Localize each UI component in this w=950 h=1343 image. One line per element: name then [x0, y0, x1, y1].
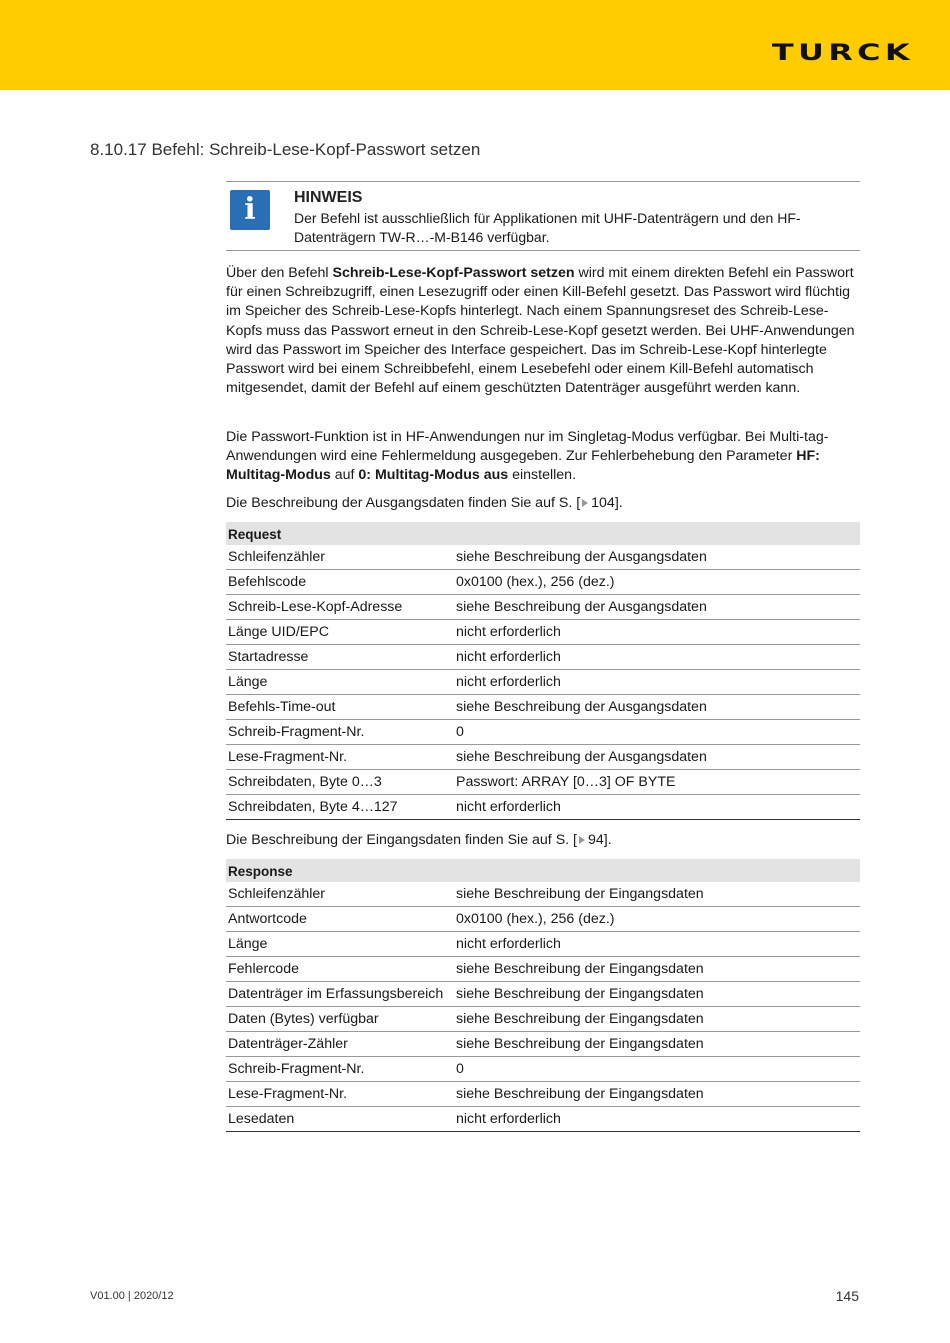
table-row [226, 982, 860, 1007]
table-row [226, 1107, 860, 1132]
table-row [226, 570, 860, 595]
table-row [226, 907, 860, 932]
value-cell: nicht erforderlich [454, 932, 860, 957]
section-title: 8.10.17 Befehl: Schreib-Lese-Kopf-Passwort setzen [90, 140, 481, 159]
input-data-reference: Die Beschreibung der Eingangsdaten finden Sie auf S. [ 94]. [226, 832, 612, 848]
page-number: 145 [835, 1288, 859, 1304]
value-cell: siehe Beschreibung der Ausgangsdaten [454, 595, 860, 620]
output-data-reference: Die Beschreibung der Ausgangsdaten finden Sie auf S. [ 104]. [226, 495, 623, 511]
table-row [226, 795, 860, 820]
response-table [226, 859, 860, 1132]
value-cell: siehe Beschreibung der Eingangsdaten [454, 882, 860, 907]
table-row [226, 1082, 860, 1107]
parameter-cell: Antwortcode [226, 907, 454, 932]
value-cell: nicht erforderlich [454, 620, 860, 645]
parameter-cell: Länge [226, 932, 454, 957]
parameter-cell: Befehls-Time-out [226, 695, 454, 720]
value-cell: siehe Beschreibung der Eingangsdaten [454, 1082, 860, 1107]
parameter-cell: Länge UID/EPC [226, 620, 454, 645]
value-cell: nicht erforderlich [454, 1107, 860, 1132]
parameter-cell: Befehlscode [226, 570, 454, 595]
page-ref-link[interactable]: 94 [587, 832, 604, 848]
table-row [226, 1007, 860, 1032]
response-table-header: Response [226, 859, 860, 882]
request-table [226, 522, 860, 820]
page-ref-link[interactable]: 104 [591, 495, 615, 511]
parameter-cell: Lese-Fragment-Nr. [226, 1082, 454, 1107]
parameter-cell: Lesedaten [226, 1107, 454, 1132]
footer-version: V01.00 | 2020/12 [90, 1290, 174, 1302]
value-cell: 0x0100 (hex.), 256 (dez.) [454, 907, 860, 932]
value-cell: nicht erforderlich [454, 645, 860, 670]
value-cell: siehe Beschreibung der Ausgangsdaten [454, 745, 860, 770]
table-row [226, 695, 860, 720]
table-row [226, 1032, 860, 1057]
value-cell: Passwort: ARRAY [0…3] OF BYTE [454, 770, 860, 795]
intro-paragraph: Über den Befehl Schreib-Lese-Kopf-Passwort setzen wird mit einem direkten Befehl ein Passwort für einen Schreibzugriff, einen Lesezugriff oder einen Kill-Befehl gesetzt. Das Passwort wird flüchtig im Speicher des Schreib-Lese-Kopfs hinterlegt. Nach einem Spannungsreset des Schreib-Lese-Kopfs muss das Passwort erneut in den Schreib-Lese-Kopf gesetzt werden. Bei UHF-Anwendungen wird das Passwort im Speicher des Interface gespeichert. Das im Schreib-Lese-Kopf hinterlegte Passwort wird bei einem Schreibbefehl, einem Lesebefehl oder einem Kill-Befehl automatisch mitgesendet, damit der Befehl auf einem geschützten Datenträger ausgeführt werden kann. [226, 265, 855, 397]
parameter-cell: Schreib-Lese-Kopf-Adresse [226, 595, 454, 620]
value-cell: nicht erforderlich [454, 795, 860, 820]
table-row [226, 670, 860, 695]
parameter-cell: Datenträger im Erfassungsbereich [226, 982, 454, 1007]
value-cell: siehe Beschreibung der Ausgangsdaten [454, 545, 860, 570]
parameter-cell: Länge [226, 670, 454, 695]
value-cell: 0 [454, 720, 860, 745]
page-ref-arrow-icon [579, 836, 585, 844]
page-ref-arrow-icon [582, 499, 588, 507]
notice-box [226, 181, 860, 251]
table-row [226, 720, 860, 745]
parameter-cell: Lese-Fragment-Nr. [226, 745, 454, 770]
parameter-cell: Schreib-Fragment-Nr. [226, 720, 454, 745]
table-row [226, 1057, 860, 1082]
value-cell: siehe Beschreibung der Eingangsdaten [454, 1007, 860, 1032]
parameter-cell: Startadresse [226, 645, 454, 670]
value-cell: 0 [454, 1057, 860, 1082]
table-row [226, 882, 860, 907]
parameter-cell: Datenträger-Zähler [226, 1032, 454, 1057]
table-row [226, 595, 860, 620]
turck-logo: TURCK [771, 41, 914, 66]
notice-title: HINWEIS [294, 189, 363, 206]
parameter-cell: Schreibdaten, Byte 0…3 [226, 770, 454, 795]
value-cell: nicht erforderlich [454, 670, 860, 695]
parameter-cell: Schreibdaten, Byte 4…127 [226, 795, 454, 820]
table-row [226, 932, 860, 957]
parameter-cell: Schleifenzähler [226, 545, 454, 570]
parameter-cell: Daten (Bytes) verfügbar [226, 1007, 454, 1032]
notice-text: Der Befehl ist ausschließlich für Applikationen mit UHF-Datenträgern und den HF-Datenträgern TW-R…-M-B146 verfügbar. [294, 210, 801, 245]
value-cell: siehe Beschreibung der Eingangsdaten [454, 1032, 860, 1057]
parameter-cell: Fehlercode [226, 957, 454, 982]
multitag-paragraph: Die Passwort-Funktion ist in HF-Anwendungen nur im Singletag-Modus verfügbar. Bei Multi-tag-Anwendungen wird eine Fehlermeldung ausgegeben. Zur Fehlerbehebung den Parameter HF: Multitag-Modus auf 0: Multitag-Modus aus einstellen. [226, 429, 829, 484]
table-row [226, 545, 860, 570]
request-table-header: Request [226, 522, 860, 545]
value-cell: siehe Beschreibung der Eingangsdaten [454, 957, 860, 982]
value-cell: siehe Beschreibung der Eingangsdaten [454, 982, 860, 1007]
table-row [226, 770, 860, 795]
table-row [226, 957, 860, 982]
value-cell: siehe Beschreibung der Ausgangsdaten [454, 695, 860, 720]
table-row [226, 745, 860, 770]
info-icon: i [230, 190, 270, 230]
value-cell: 0x0100 (hex.), 256 (dez.) [454, 570, 860, 595]
table-row [226, 645, 860, 670]
parameter-cell: Schreib-Fragment-Nr. [226, 1057, 454, 1082]
page-header [0, 0, 950, 90]
parameter-cell: Schleifenzähler [226, 882, 454, 907]
table-row [226, 620, 860, 645]
